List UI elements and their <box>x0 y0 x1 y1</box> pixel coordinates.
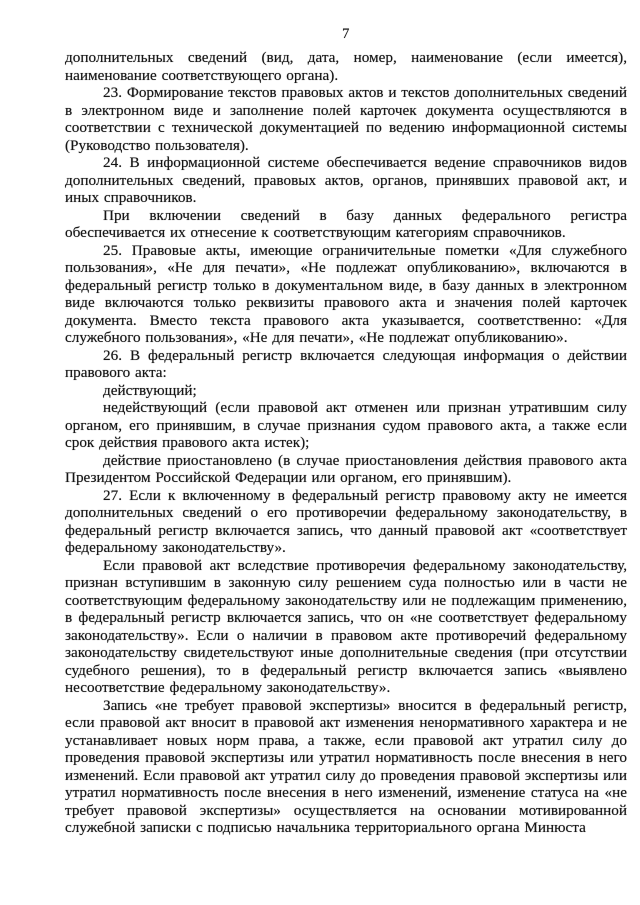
page-number: 7 <box>342 26 350 42</box>
document-body <box>65 49 627 837</box>
paragraph: 25. Правовые акты, имеющие ограничительные пометки «Для служебного пользования», «Не для печати», «Не подлежат опубликованию», включаются в федеральный регистр только в документальном виде, в базу данных в электронном виде включаются только реквизиты правового акта и значения полей карточек документа. Вместо текста правового акта указывается, соответственно: «Для служебного пользования», «Не для печати», «Не подлежат опубликованию». <box>65 241 627 346</box>
paragraph: 27. Если к включенному в федеральный регистр правовому акту не имеется дополнительных сведений о его противоречии федеральному законодательству, в федеральный регистр включается запись, что данный правовой акт «соответствует федеральному законодательству». <box>65 486 627 556</box>
paragraph: недействующий (если правовой акт отменен или признан утратившим силу органом, его принявшим, в случае признания судом правового акта, а также если срок действия правового акта истек); <box>65 399 627 451</box>
paragraph: действие приостановлено (в случае приостановления действия правового акта Президентом Российской Федерации или органом, его принявшим). <box>65 451 627 486</box>
paragraph: дополнительных сведений (вид, дата, номер, наименование (если имеется), наименование соответствующего органа). <box>65 49 627 84</box>
paragraph: 26. В федеральный регистр включается следующая информация о действии правового акта: <box>65 346 627 381</box>
paragraph: 24. В информационной системе обеспечивается ведение справочников видов дополнительных сведений, правовых актов, органов, принявших правовой акт, и иных справочников. <box>65 154 627 206</box>
paragraph: Запись «не требует правовой экспертизы» вносится в федеральный регистр, если правовой акт вносит в правовой акт изменения ненормативного характера и не устанавливает новых норм права, а также, если правовой акт утратил силу до проведения правовой экспертизы или утратил нормативность после внесения в него изменений. Если правовой акт утратил силу до проведения правовой экспертизы или утратил нормативность после внесения в него изменений, изменение статуса на «не требует правовой экспертизы» осуществляется на основании мотивированной служебной записки с подписью начальника территориального органа Минюста <box>65 696 627 836</box>
paragraph: Если правовой акт вследствие противоречия федеральному законодательству, признан вступившим в законную силу решением суда полностью или в части не соответствующим федеральному законодательству или не подлежащим применению, в федеральный регистр включается запись, что он «не соответствует федеральному законодательству». Если о наличии в правовом акте противоречий федеральному законодательству свидетельствуют иные дополнительные сведения (при отсутствии судебного решения), то в федеральный регистр включается запись «выявлено несоответствие федеральному законодательству». <box>65 556 627 696</box>
paragraph: При включении сведений в базу данных федерального регистра обеспечивается их отнесение к соответствующим категориям справочников. <box>65 206 627 241</box>
paragraph: действующий; <box>103 381 197 399</box>
paragraph: 23. Формирование текстов правовых актов и текстов дополнительных сведений в электронном виде и заполнение полей карточек документа осуществляются в соответствии с технической документацией по ведению информационной системы (Руководство пользователя). <box>65 84 627 154</box>
